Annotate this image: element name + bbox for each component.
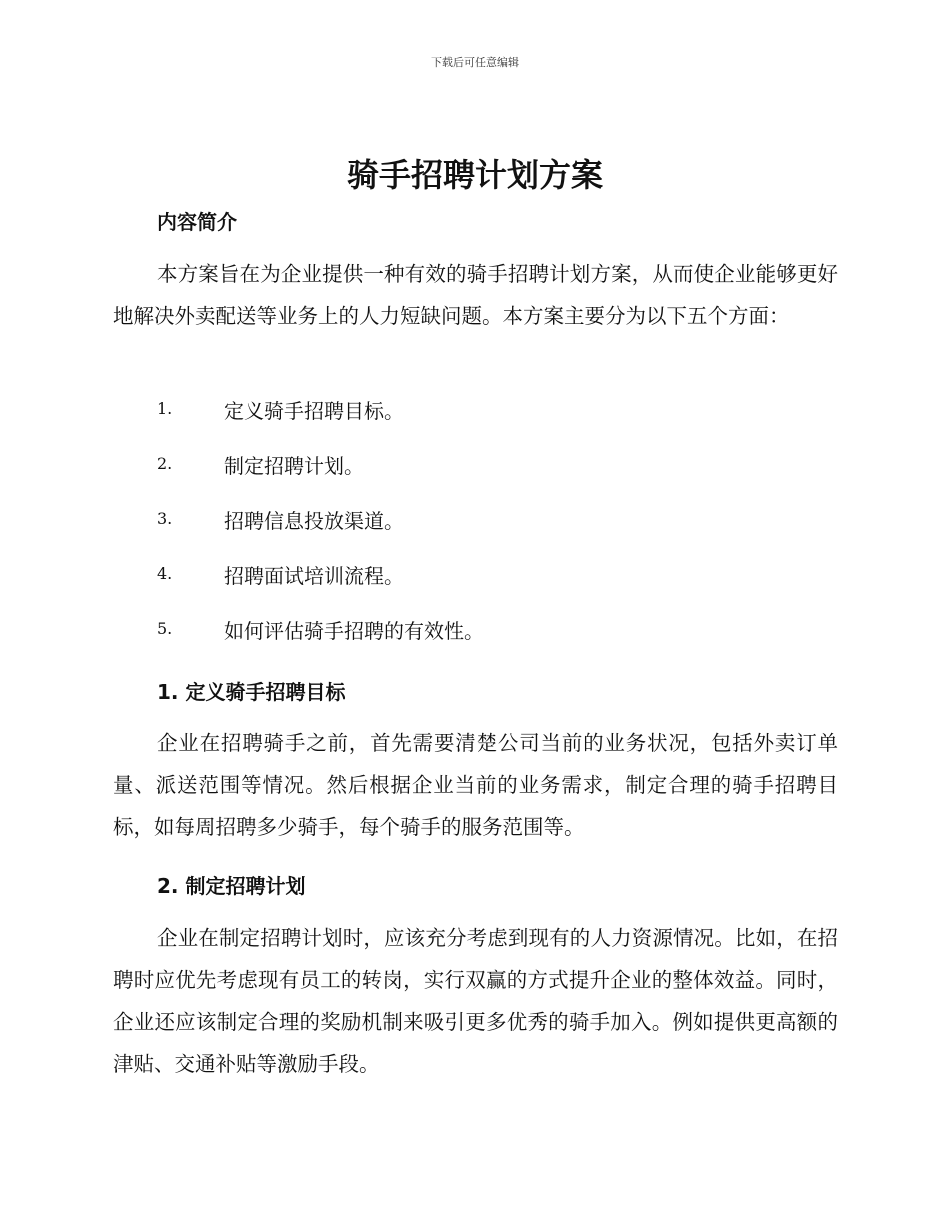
list-item-text: 招聘信息投放渠道。 (224, 509, 404, 533)
list-item-text: 定义骑手招聘目标。 (224, 399, 404, 423)
topic-list (157, 395, 837, 670)
intro-heading: 内容简介 (157, 210, 237, 234)
list-item-number: 3. (157, 509, 173, 528)
list-item (157, 450, 837, 505)
list-item-text: 制定招聘计划。 (224, 454, 364, 478)
section2-heading: 2. 制定招聘计划 (157, 874, 306, 898)
list-item (157, 505, 837, 560)
list-item-text: 招聘面试培训流程。 (224, 564, 404, 588)
list-item (157, 395, 837, 450)
list-item-number: 5. (157, 619, 173, 638)
list-item-number: 2. (157, 454, 173, 473)
section1-heading: 1. 定义骑手招聘目标 (157, 680, 346, 704)
intro-paragraph: 本方案旨在为企业提供一种有效的骑手招聘计划方案，从而使企业能够更好地解决外卖配送等业务上的人力短缺问题。本方案主要分为以下五个方面： (113, 262, 838, 328)
list-item-number: 4. (157, 564, 173, 583)
section2-paragraph: 企业在制定招聘计划时，应该充分考虑到现有的人力资源情况。比如，在招聘时应优先考虑现有员工的转岗，实行双赢的方式提升企业的整体效益。同时，企业还应该制定合理的奖励机制来吸引更多优秀的骑手加入。例如提供更高额的津贴、交通补贴等激励手段。 (113, 926, 838, 1076)
header-note: 下载后可任意编辑 (431, 56, 519, 69)
list-item (157, 560, 837, 615)
page-title: 骑手招聘计划方案 (346, 156, 603, 194)
section1-paragraph: 企业在招聘骑手之前，首先需要清楚公司当前的业务状况，包括外卖订单量、派送范围等情况。然后根据企业当前的业务需求，制定合理的骑手招聘目标，如每周招聘多少骑手，每个骑手的服务范围等。 (113, 731, 838, 839)
list-item (157, 615, 837, 670)
list-item-number: 1. (157, 399, 173, 418)
list-item-text: 如何评估骑手招聘的有效性。 (224, 619, 484, 643)
